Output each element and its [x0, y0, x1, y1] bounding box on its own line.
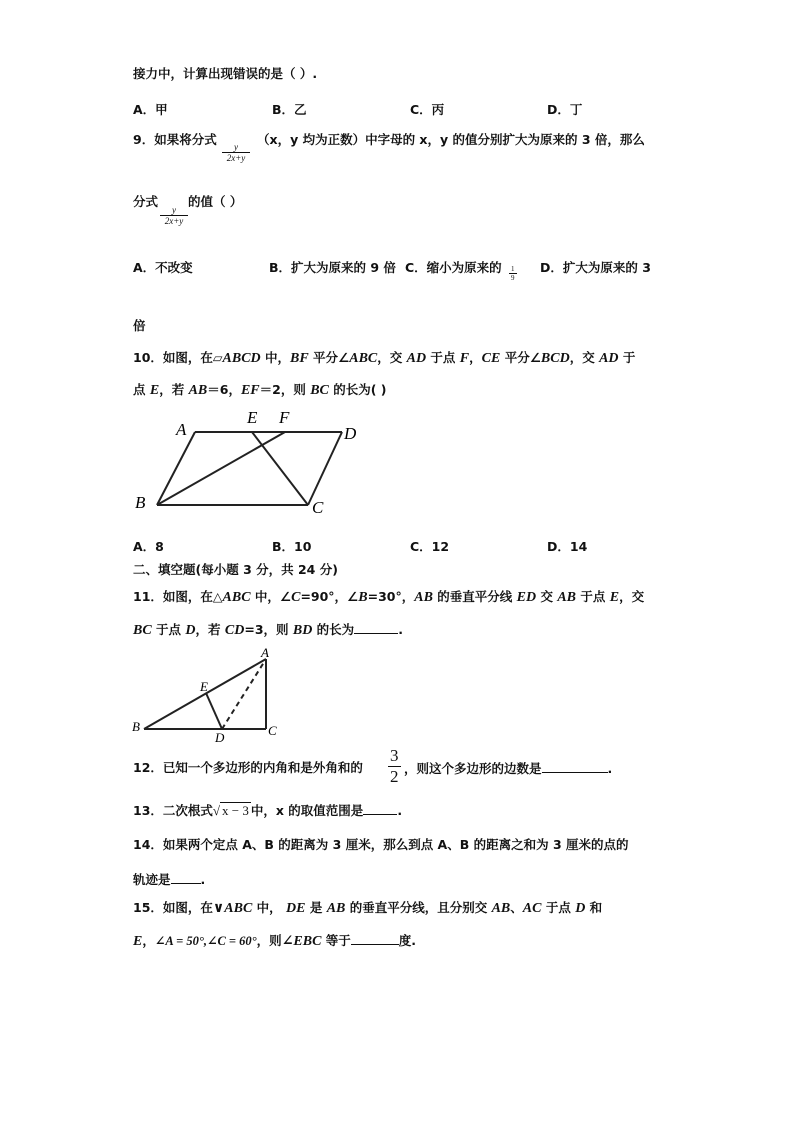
- q9-option-c[interactable]: C．缩小为原来的: [405, 260, 502, 275]
- q10-option-b[interactable]: B．10: [272, 539, 312, 554]
- label-e: E: [200, 679, 208, 694]
- q9-line2-prefix: 分式: [133, 194, 159, 209]
- label-a: A: [261, 645, 269, 660]
- sqrt-expression: √ x − 3: [212, 803, 249, 818]
- label-e: E: [247, 408, 258, 427]
- q9-option-d[interactable]: D．扩大为原来的 3: [540, 260, 651, 275]
- q8-option-a[interactable]: A．甲: [133, 102, 168, 117]
- label-d: D: [344, 424, 357, 443]
- q11-triangle-figure: [128, 645, 288, 745]
- line-ed: [206, 693, 222, 729]
- q11-stem-line1: 11．如图，在△ABC 中，∠C=90°，∠B=30°，AB 的垂直平分线 ED 交 AB 于点 E，交: [133, 589, 645, 605]
- q13-line: 13．二次根式√ x − 3 中，x 的取值范围是 .: [133, 803, 403, 818]
- answer-blank[interactable]: [171, 871, 201, 884]
- q12-suffix: ，则这个多边形的边数是 .: [404, 761, 613, 776]
- line-ce: [252, 432, 308, 505]
- q9-stem-prefix: 9．如果将分式: [133, 132, 217, 147]
- answer-blank[interactable]: [363, 802, 397, 815]
- label-c: C: [268, 723, 277, 738]
- q8-option-d[interactable]: D．丁: [547, 102, 583, 117]
- q8-stem-tail: 接力中，计算出现错误的是（ ）.: [133, 66, 318, 81]
- label-c: C: [312, 498, 324, 517]
- q10-parallelogram-figure: [130, 405, 370, 520]
- q11-stem-line2: BC 于点 D，若 CD=3，则 BD 的长为 .: [133, 622, 403, 638]
- q9-stem-mid: （x，y 均为正数）中字母的 x，y 的值分别扩大为原来的 3 倍，那么: [257, 132, 645, 147]
- q9-option-c-fraction: $\frac{1}{9}$: [511, 265, 515, 282]
- section-title: 二、填空题(每小题 3 分，共 24 分): [133, 562, 338, 577]
- label-b: B: [132, 719, 140, 734]
- q9-option-a[interactable]: A．不改变: [133, 260, 193, 275]
- q14-line2: 轨迹是 .: [133, 872, 206, 887]
- answer-blank[interactable]: [354, 621, 398, 634]
- label-d: D: [215, 730, 225, 745]
- q10-option-a[interactable]: A．8: [133, 539, 164, 554]
- line-ab: [144, 659, 266, 729]
- q9-option-b[interactable]: B．扩大为原来的 9 倍: [269, 260, 396, 275]
- q12-fraction: $\frac{3}{2}$: [390, 746, 399, 786]
- answer-blank[interactable]: [351, 932, 399, 945]
- q10-option-c[interactable]: C．12: [410, 539, 450, 554]
- q10-stem-line2: 点 E，若 AB＝6，EF＝2，则 BC 的长为( ): [133, 382, 387, 398]
- answer-blank[interactable]: [542, 760, 608, 773]
- q8-option-b[interactable]: B．乙: [272, 102, 307, 117]
- q9-fraction-2: $\frac{y}{2x+y}$: [160, 205, 188, 226]
- q15-line1: 15．如图，在∨ABC 中， DE 是 AB 的垂直平分线，且分别交 AB、AC 于点 D 和: [133, 900, 603, 916]
- q8-option-c[interactable]: C．丙: [410, 102, 445, 117]
- q10-option-d[interactable]: D．14: [547, 539, 588, 554]
- q10-stem-line1: 10．如图，在▱ABCD 中，BF 平分∠ABC，交 AD 于点 F，CE 平分∠BCD，交 AD 于: [133, 350, 636, 366]
- line-ad-dashed: [222, 659, 266, 729]
- q15-line2: E，∠A = 50°,∠C = 60°，则∠EBC 等于 度.: [133, 933, 417, 949]
- label-f: F: [279, 408, 290, 427]
- q14-line1: 14．如果两个定点 A、B 的距离为 3 厘米，那么到点 A、B 的距离之和为 3 厘米的点的: [133, 837, 629, 852]
- q9-fraction: $\frac{y}{2x+y}$: [222, 142, 250, 163]
- line-dc: [308, 432, 342, 505]
- q9-option-d-tail: 倍: [133, 318, 146, 333]
- label-a: A: [176, 420, 187, 439]
- label-b: B: [135, 493, 146, 512]
- q12-prefix: 12．已知一个多边形的内角和是外角和的: [133, 760, 363, 775]
- q9-line2-suffix: 的值（ ）: [188, 194, 243, 209]
